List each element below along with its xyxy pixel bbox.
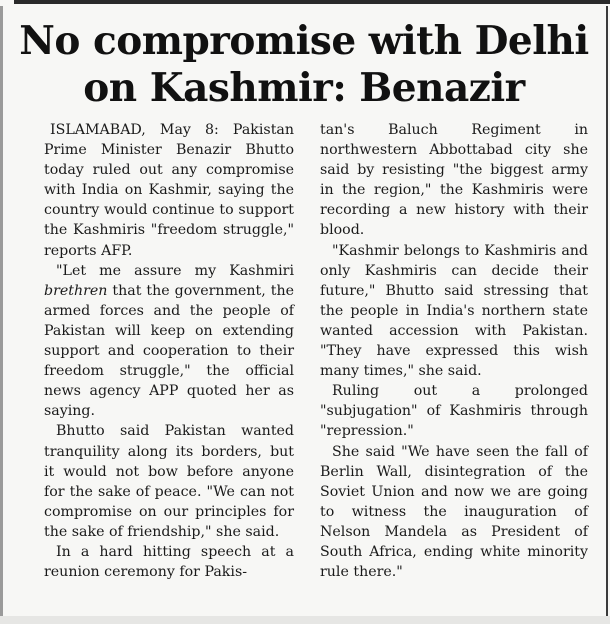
- headline-line-2: on Kashmir: Benazir: [83, 65, 525, 111]
- clipping-top-edge: [14, 0, 610, 4]
- clipping-right-edge: [606, 6, 608, 616]
- paragraph-dateline: ISLAMABAD, May 8: Pakistan Prime Minister Benazir Bhutto today ruled out any compromise with India on Kashmir, saying the country would continue to support the Kashmiris "freedom struggle," reports AFP.: [44, 122, 294, 259]
- paragraph-assurance-start: "Let me assure my Kashmiri: [56, 262, 294, 279]
- article-column-right: [320, 120, 588, 582]
- paragraph-assurance-italic: brethren: [44, 282, 108, 299]
- paragraph-regiment: tan's Baluch Regiment in northwestern Abbottabad city she said by resisting "the biggest army in the region," the Kashmiris were recording a new history with their blood.: [320, 122, 588, 239]
- headline: [14, 18, 594, 112]
- paragraph-assurance: [44, 261, 294, 422]
- article-column-left: [44, 120, 294, 582]
- paragraph-subjugation: Ruling out a prolonged "subjugation" of Kashmiris through "repression.": [320, 383, 588, 440]
- clipping-bottom-edge: [0, 616, 610, 624]
- clipping-left-edge: [0, 6, 3, 616]
- paragraph-speech: In a hard hitting speech at a reunion ceremony for Pakis-: [44, 543, 294, 581]
- paragraph-kashmir-belongs: "Kashmir belongs to Kashmiris and only Kashmiris can decide their future," Bhutto said stressing that the people in India's northern state wanted accession with Pakistan. "They have expressed this wish many times," she said.: [320, 242, 588, 380]
- headline-line-1: No compromise with Delhi: [19, 18, 589, 64]
- paragraph-berlin-wall: She said "We have seen the fall of Berlin Wall, disintegration of the Soviet Union and now we are going to witness the inauguration of Nelson Mandela as President of South Africa, ending white minority rule there.": [320, 443, 588, 581]
- paragraph-assurance-end: that the government, the armed forces and the people of Pakistan will keep on extending support and cooperation to their freedom struggle," the official news agency APP quoted her as saying.: [44, 282, 294, 420]
- paragraph-tranquility: Bhutto said Pakistan wanted tranquility along its borders, but it would not bow before anyone for the sake of peace. "We can not compromise on our principles for the sake of friendship," she said.: [44, 423, 294, 540]
